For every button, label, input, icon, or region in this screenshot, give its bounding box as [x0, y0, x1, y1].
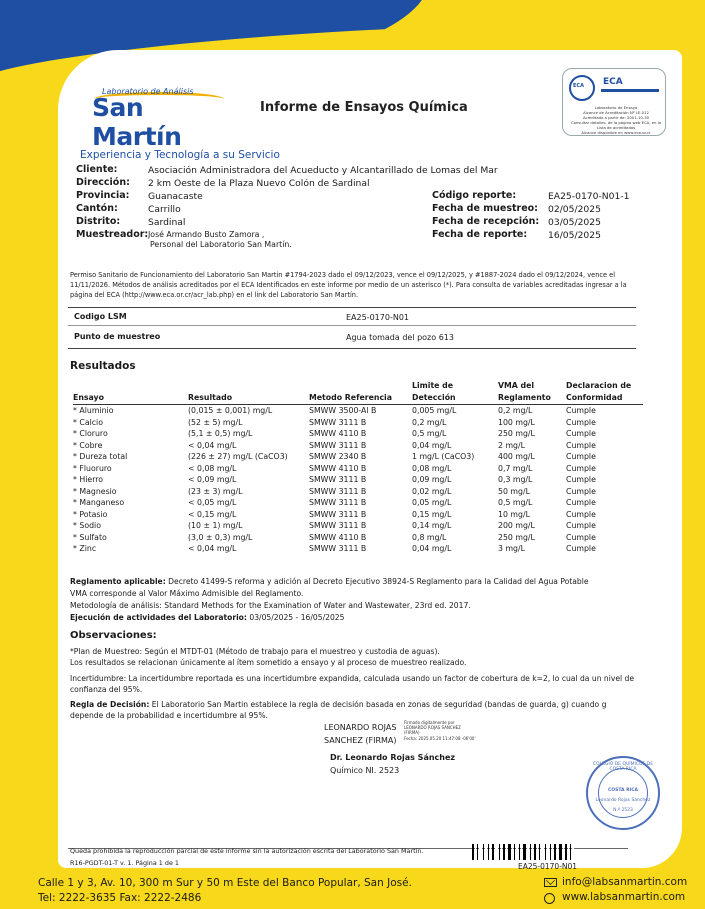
- barcode-bar: [485, 844, 487, 860]
- metodologia-note: Metodología de análisis: Standard Methods for the Examination of Water and Wastewater, 23rd ed. 2017.: [70, 601, 471, 610]
- barcode-bar: [514, 844, 515, 860]
- barcode-bar: [572, 844, 574, 860]
- results-cell: Cumple: [566, 486, 596, 496]
- barcode-bar: [490, 844, 491, 860]
- barcode-bar: [516, 844, 518, 860]
- email-link[interactable]: info@labsanmartin.com: [562, 876, 688, 888]
- results-cell: (23 ± 3) mg/L: [188, 486, 243, 496]
- decision-text: El Laboratorio San Martin establece la regla de decisión basada en zonas de seguridad (bandas de guarda, g) cuando g depende de la probabilidad e incertidumbre al 95%.: [70, 700, 607, 720]
- results-cell: 400 mg/L: [498, 452, 535, 461]
- punto-label: Punto de muestreo: [74, 332, 161, 341]
- results-cell: * Cobre: [73, 440, 103, 450]
- results-cell: 0,2 mg/L: [498, 406, 533, 415]
- barcode-bar: [521, 844, 522, 860]
- barcode-text: EA25-0170-N01: [518, 862, 578, 871]
- results-cell: * Calcio: [73, 417, 103, 427]
- results-cell: Cumple: [566, 532, 596, 542]
- barcode-bar: [508, 844, 511, 860]
- decision-paragraph: [70, 699, 640, 721]
- lsm-label: Codigo LSM: [74, 312, 127, 321]
- results-cell: 0,14 mg/L: [412, 521, 452, 530]
- results-cell: 0,09 mg/L: [412, 475, 452, 484]
- quimico-number: Químico NI. 2523: [330, 766, 400, 775]
- barcode-bar: [499, 844, 500, 860]
- results-cell: * Fluoruro: [73, 463, 112, 473]
- results-cell: 100 mg/L: [498, 417, 535, 427]
- eca-line: Alcance de Acreditación Nº LE-012: [583, 110, 649, 115]
- results-row: [73, 532, 643, 544]
- decision-label: Regla de Decisión:: [70, 700, 150, 709]
- barcode-bar: [501, 844, 502, 860]
- results-cell: SMWW 3111 B: [309, 544, 367, 553]
- results-cell: Cumple: [566, 498, 596, 507]
- results-cell: Cumple: [566, 475, 596, 484]
- results-cell: 0,04 mg/L: [412, 440, 452, 450]
- col-header: Resultado: [188, 393, 233, 402]
- results-cell: < 0,15 mg/L: [188, 509, 237, 519]
- barcode: [472, 844, 624, 860]
- results-cell: SMWW 3111 B: [309, 440, 367, 450]
- results-header-row: [73, 380, 643, 405]
- results-cell: Cumple: [566, 463, 596, 473]
- results-cell: 50 mg/L: [498, 486, 530, 496]
- divider: [68, 348, 636, 349]
- results-cell: SMWW 4110 B: [309, 532, 367, 542]
- col-header: Declaracion de Conformidad: [566, 381, 632, 402]
- reglamento-paragraph: [70, 576, 640, 587]
- results-cell: 0,8 mg/L: [412, 532, 447, 542]
- doctor-name: Dr. Leonardo Rojas Sánchez: [330, 753, 456, 762]
- barcode-bar: [563, 844, 564, 860]
- results-cell: * Sulfato: [73, 532, 107, 542]
- results-cell: 0,5 mg/L: [498, 498, 533, 507]
- results-row: [73, 417, 643, 429]
- barcode-bar: [570, 844, 571, 860]
- seal-mid-text: COSTA RICA: [607, 788, 639, 793]
- barcode-bar: [483, 844, 484, 860]
- results-cell: 0,08 mg/L: [412, 463, 452, 473]
- results-cell: 0,3 mg/L: [498, 475, 533, 484]
- digital-signature-line: LEONARDO ROJAS SANCHEZ: [404, 725, 461, 731]
- logo-name: San Martín: [92, 93, 182, 151]
- reglamento-text: Decreto 41499-S reforma y adición al Decreto Ejecutivo 38924-S Reglamento para la Calidad del Agua Potable: [168, 577, 589, 586]
- barcode-bar: [539, 844, 540, 860]
- permit-text: Permiso Sanitario de Funcionamiento del Laboratorio San Martin #1794-2023 dado el 09/12/2023, vence el 09/12/2025, y #1887-2024 dado el 09/12/2024, vence el 11/11/2026. Métodos de análisis acreditados por el ECA Identificados en este informe por medio de un asterisco (*). Para consulta de variables acreditadas ingresar a la página del ECA (http://www.eca.or.cr/acr_lab.php) en el link del Laboratorio San Martín.: [70, 271, 627, 299]
- obs-muestreo: *Plan de Muestreo: Según el MTDT-01 (Método de trabajo para el muestreo y custodia de aguas).: [70, 647, 440, 656]
- barcode-bar: [545, 844, 546, 860]
- eca-lines: [571, 105, 661, 135]
- results-cell: * Aluminio: [73, 406, 114, 415]
- barcode-bar: [557, 844, 558, 860]
- results-cell: 0,2 mg/L: [412, 417, 447, 427]
- results-cell: 200 mg/L: [498, 521, 535, 530]
- fecha-reporte-value: 16/05/2025: [548, 230, 601, 241]
- document-title: Informe de Ensayos Química: [260, 100, 468, 115]
- results-cell: (0,015 ± 0,001) mg/L: [188, 406, 273, 415]
- results-row: [73, 463, 643, 475]
- fecha-muestreo-value: 02/05/2025: [548, 204, 601, 215]
- eca-brand: ECA: [603, 77, 623, 87]
- reglamento-label: Reglamento aplicable:: [70, 577, 166, 586]
- provincia-value: Guanacaste: [148, 191, 203, 202]
- barcode-bar: [541, 844, 544, 860]
- eca-seal-text: ECA: [573, 83, 584, 89]
- results-row: [73, 497, 643, 509]
- fecha-muestreo-label: Fecha de muestreo:: [432, 203, 538, 214]
- barcode-bar: [552, 844, 553, 860]
- fecha-reporte-label: Fecha de reporte:: [432, 229, 528, 240]
- results-cell: * Cloruro: [73, 429, 108, 438]
- direccion-value: 2 km Oeste de la Plaza Nuevo Colón de Sardinal: [148, 178, 370, 189]
- results-cell: SMWW 4110 B: [309, 463, 367, 473]
- muestreador-value-2: Personal del Laboratorio San Martín.: [150, 240, 292, 249]
- observaciones-heading: Observaciones:: [70, 630, 157, 641]
- results-row: [73, 440, 643, 452]
- barcode-bar: [488, 844, 489, 860]
- results-cell: < 0,04 mg/L: [188, 544, 237, 553]
- digital-signature-line: Fecha: 2025.05.20 11:47:08 -06'00': [404, 735, 476, 741]
- results-cell: 2 mg/L: [498, 440, 525, 450]
- results-cell: 3 mg/L: [498, 544, 525, 553]
- address-line: Calle 1 y 3, Av. 10, 300 m Sur y 50 m Este del Banco Popular, San José.: [38, 877, 412, 889]
- barcode-bar: [537, 844, 538, 860]
- results-cell: 0,04 mg/L: [412, 544, 452, 553]
- eca-line: Alcance disponible en www.eca.or.cr: [581, 130, 651, 135]
- results-cell: * Sodio: [73, 521, 101, 530]
- results-cell: 10 mg/L: [498, 509, 530, 519]
- results-cell: < 0,08 mg/L: [188, 463, 237, 473]
- results-row: [73, 543, 643, 555]
- barcode-bar: [492, 844, 494, 860]
- canton-value: Carrillo: [148, 204, 181, 215]
- eca-bar: [601, 89, 659, 92]
- barcode-bar: [530, 844, 531, 860]
- form-code: R16-PGDT-01-T v. 1. Página 1 de 1: [70, 859, 179, 867]
- results-cell: 0,7 mg/L: [498, 463, 533, 473]
- results-cell: < 0,09 mg/L: [188, 475, 237, 484]
- results-cell: (52 ± 5) mg/L: [188, 417, 243, 427]
- ejecucion-label: Ejecución de actividades del Laboratorio:: [70, 613, 247, 622]
- seal-top-text: COLEGIO DE QUÍMICOS DE COSTA RICA: [592, 762, 654, 772]
- obs-resultados: Los resultados se relacionan únicamente al ítem sometido a ensayo y al proceso de muestreo realizado.: [70, 658, 467, 667]
- barcode-bar: [534, 844, 536, 860]
- results-cell: Cumple: [566, 544, 596, 553]
- results-cell: SMWW 3111 B: [309, 417, 367, 427]
- col-header: Limite de Detección: [412, 381, 456, 402]
- results-row: [73, 474, 643, 486]
- results-cell: SMWW 3111 B: [309, 498, 367, 507]
- results-cell: * Potasio: [73, 509, 108, 519]
- tagline: Experiencia y Tecnología a su Servicio: [80, 149, 280, 161]
- provincia-label: Provincia:: [76, 190, 130, 201]
- results-cell: SMWW 3111 B: [309, 521, 367, 530]
- obs-incertidumbre: Incertidumbre: La incertidumbre reportada es una incertidumbre expandida, calculada usando un factor de cobertura de k=2, lo cual da un nivel de confianza del 95%.: [70, 674, 635, 694]
- results-row: [73, 509, 643, 521]
- results-cell: 250 mg/L: [498, 532, 535, 542]
- eca-line: Laboratorio de Ensayo: [594, 105, 638, 110]
- barcode-bar: [554, 844, 556, 860]
- results-cell: SMWW 3111 B: [309, 486, 367, 496]
- mail-icon: [544, 878, 557, 887]
- results-cell: SMWW 3111 B: [309, 509, 367, 519]
- phone-line: Tel: 2222-3635 Fax: 2222-2486: [38, 892, 202, 904]
- results-cell: Cumple: [566, 452, 596, 461]
- results-cell: * Dureza total: [73, 452, 128, 461]
- results-row: [73, 486, 643, 498]
- digital-signature-line: (FIRMA): [404, 730, 420, 736]
- direccion-label: Dirección:: [76, 177, 130, 188]
- results-cell: Cumple: [566, 521, 596, 530]
- col-header: Ensayo: [73, 393, 104, 402]
- eca-line: Consultar detalles, de la página web ECA, en la Lista de acreditados: [571, 120, 661, 130]
- barcode-bar: [527, 844, 529, 860]
- results-cell: 0,005 mg/L: [412, 406, 457, 415]
- barcode-bar: [523, 844, 526, 860]
- results-cell: SMWW 2340 B: [309, 452, 367, 461]
- globe-icon: [544, 893, 555, 904]
- barcode-bar: [475, 844, 476, 860]
- colegio-quimicos-seal: [586, 756, 660, 830]
- barcode-bar: [532, 844, 533, 860]
- results-cell: (226 ± 27) mg/L (CaCO3): [188, 452, 288, 461]
- results-cell: * Zinc: [73, 544, 97, 553]
- reproduction-notice: Queda prohibida la reproducción parcial de este informe sin la autorización escrita del Laboratorio San Martín.: [70, 847, 424, 855]
- fecha-recepcion-label: Fecha de recepción:: [432, 216, 540, 227]
- results-heading: Resultados: [70, 360, 136, 372]
- fecha-recepcion-value: 03/05/2025: [548, 217, 601, 228]
- website-link[interactable]: www.labsanmartin.com: [562, 891, 686, 903]
- results-cell: Cumple: [566, 417, 596, 427]
- results-row: [73, 405, 643, 417]
- results-cell: Cumple: [566, 509, 596, 519]
- barcode-bar: [477, 844, 478, 860]
- results-cell: SMWW 3111 B: [309, 475, 367, 484]
- results-cell: 0,02 mg/L: [412, 486, 452, 496]
- barcode-bar: [512, 844, 513, 860]
- col-header: VMA del Reglamento: [498, 381, 551, 402]
- results-cell: Cumple: [566, 406, 596, 415]
- results-cell: 0,05 mg/L: [412, 498, 452, 507]
- cliente-label: Cliente:: [76, 164, 118, 175]
- barcode-bar: [568, 844, 569, 860]
- results-body: [73, 405, 643, 555]
- muestreador-value-1: José Armando Busto Zamora ,: [148, 230, 265, 239]
- results-cell: Cumple: [566, 440, 596, 450]
- vma-note: VMA corresponde al Valor Máximo Admisible del Reglamento.: [70, 589, 304, 598]
- barcode-bar: [506, 844, 507, 860]
- results-cell: (5,1 ± 0,5) mg/L: [188, 429, 253, 438]
- results-row: [73, 520, 643, 532]
- barcode-bar: [472, 844, 474, 860]
- punto-value: Agua tomada del pozo 613: [346, 333, 454, 342]
- barcode-bar: [550, 844, 551, 860]
- ejecucion-paragraph: [70, 612, 344, 623]
- muestreador-label: Muestreador:: [76, 229, 149, 240]
- digital-signature-line: Firmado digitalmente por: [404, 720, 455, 725]
- codigo-reporte-value: EA25-0170-N01-1: [548, 191, 630, 202]
- divider: [68, 325, 636, 326]
- barcode-bar: [547, 844, 549, 860]
- col-header: Metodo Referencia: [309, 393, 392, 402]
- results-cell: * Hierro: [73, 475, 104, 484]
- results-cell: < 0,05 mg/L: [188, 498, 237, 507]
- seal-name-text: Leonardo Rojas Sánchez: [595, 798, 651, 803]
- distrito-value: Sardinal: [148, 217, 186, 228]
- results-cell: SMWW 4110 B: [309, 429, 367, 438]
- canton-label: Cantón:: [76, 203, 118, 214]
- ejecucion-value: 03/05/2025 - 16/05/2025: [249, 613, 345, 622]
- barcode-bar: [495, 844, 498, 860]
- digital-signature-block: [404, 720, 476, 741]
- results-cell: 250 mg/L: [498, 429, 535, 438]
- signer-name-2: SANCHEZ (FIRMA): [324, 736, 397, 745]
- results-cell: 0,15 mg/L: [412, 509, 452, 519]
- results-table: [73, 380, 643, 555]
- results-cell: (10 ± 1) mg/L: [188, 521, 243, 530]
- barcode-bar: [559, 844, 562, 860]
- cliente-value: Asociación Administradora del Acueducto y Alcantarillado de Lomas del Mar: [148, 165, 498, 176]
- lsm-value: EA25-0170-N01: [346, 313, 410, 322]
- results-cell: * Manganeso: [73, 498, 125, 507]
- eca-accreditation-badge: [562, 68, 666, 136]
- logo-subtitle: Laboratorio de Análisis: [102, 87, 194, 96]
- results-row: [73, 428, 643, 440]
- distrito-label: Distrito:: [76, 216, 121, 227]
- barcode-bar: [503, 844, 505, 860]
- barcode-bar: [519, 844, 520, 860]
- seal-number-text: N.º 2523: [613, 808, 633, 813]
- eca-line: Acreditado a partir de: 2001-10-30: [582, 115, 650, 120]
- results-row: [73, 451, 643, 463]
- results-cell: * Magnesio: [73, 486, 117, 496]
- results-cell: 0,5 mg/L: [412, 429, 447, 438]
- signer-name-1: LEONARDO ROJAS: [324, 723, 397, 732]
- barcode-bar: [479, 844, 482, 860]
- codigo-reporte-label: Código reporte:: [432, 190, 517, 201]
- barcode-bar: [565, 844, 567, 860]
- results-cell: Cumple: [566, 429, 596, 438]
- results-cell: (3,0 ± 0,3) mg/L: [188, 532, 253, 542]
- results-cell: SMWW 3500-Al B: [309, 406, 377, 415]
- divider: [68, 307, 636, 308]
- results-cell: < 0,04 mg/L: [188, 440, 237, 450]
- lab-logo: [88, 87, 223, 151]
- results-cell: 1 mg/L (CaCO3): [412, 452, 475, 461]
